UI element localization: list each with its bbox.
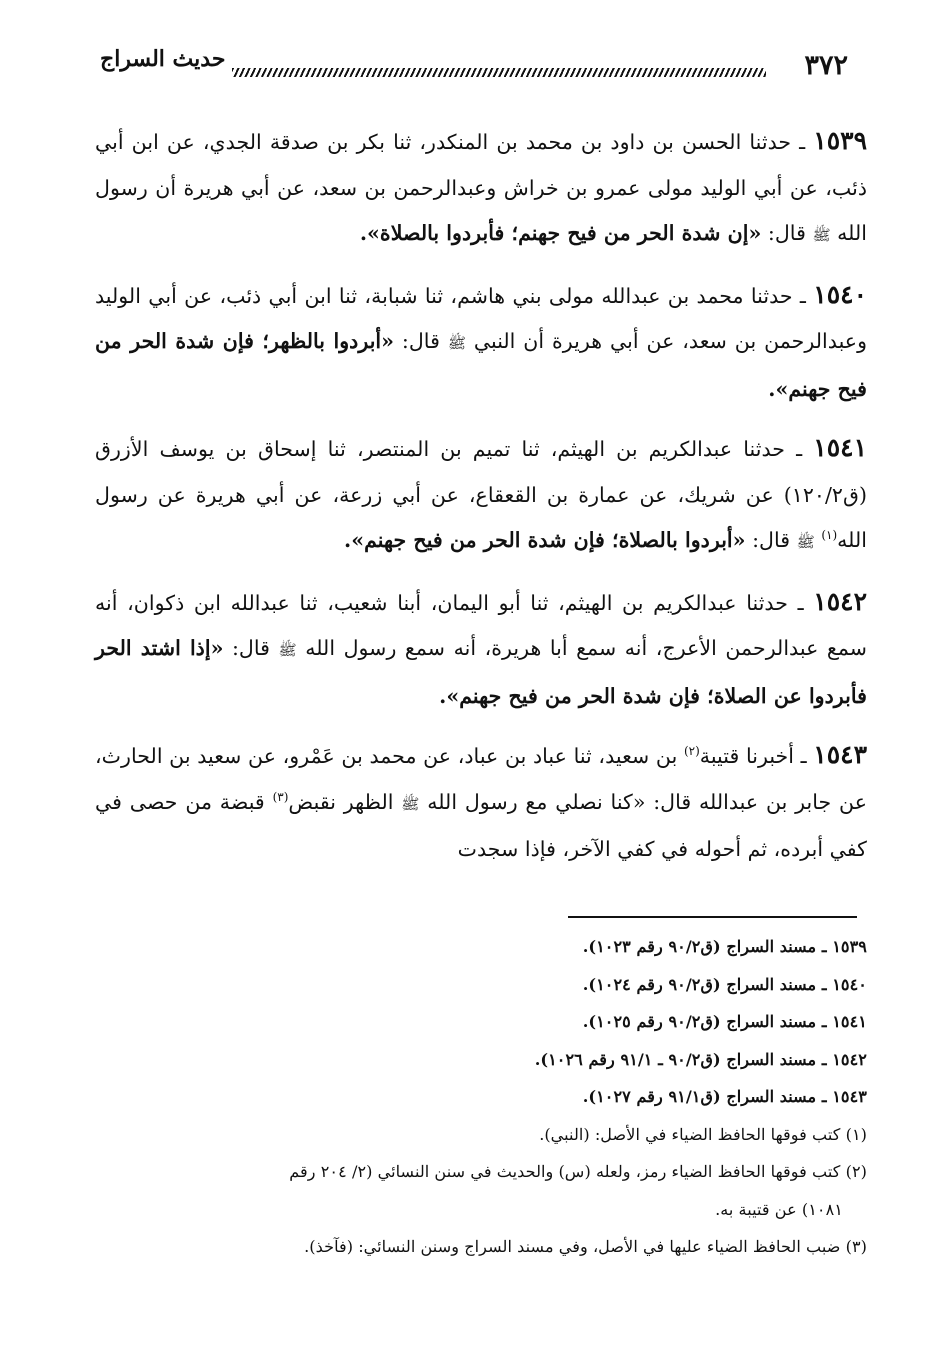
footnote-3: (٣) ضبب الحافظ الضياء عليها في الأصل، وفي مسند السراج وسنن النسائي: (فآخذ). <box>304 1237 867 1256</box>
footnote-1: (١) كتب فوقها الحافظ الضياء في الأصل: (النبي). <box>539 1124 867 1144</box>
footnote-source-1543: ١٥٤٣ ـ مسند السراج (ق٩١/١ رقم ١٠٢٧). <box>582 1087 867 1106</box>
footnote-source-1541: ١٥٤١ ـ مسند السراج (ق٩٠/٢ رقم ١٠٢٥). <box>582 1012 867 1031</box>
qala-text: قال: <box>767 221 806 245</box>
hadith-isnad: ـ حدثنا الحسن بن داود بن محمد بن المنكدر، ثنا بكر بن صدقة الجدي، عن ابن أبي ذئب، عن أبي الوليد مولى عمرو بن خراش وعبدالرحمن بن سعد، عن أبي هريرة أن رسول الله <box>95 130 867 245</box>
page-number: ٣٧٢ <box>804 50 848 81</box>
footnotes <box>95 928 867 1266</box>
footnote-2: (٢) كتب فوقها الحافظ الضياء رمز، ولعله (س) والحديث في سنن النسائي (٢/ ٢٠٤ رقم <box>289 1162 867 1181</box>
salawat-glyph: ﷺ <box>447 334 466 352</box>
qala-text: قال: <box>752 528 791 552</box>
hadith-isnad-continued: بن سعيد، ثنا عباد بن عباد، عن محمد بن عَمْرو، عن سعيد بن الحارث، عن جابر بن عبدالله قال: «كنا نصلي مع رسول الله <box>95 744 867 814</box>
salawat-glyph: ﷺ <box>812 226 831 244</box>
main-text <box>95 118 867 886</box>
salawat-glyph: ﷺ <box>278 641 297 659</box>
hadith-isnad: ـ حدثنا محمد بن عبدالله مولى بني هاشم، ثنا شبابة، ثنا ابن أبي ذئب، عن أبي الوليد وعبدالرحمن بن سعد، عن أبي هريرة أن النبي <box>95 283 868 353</box>
footnote-2-continued <box>95 1191 867 1229</box>
footnote-separator <box>568 916 857 918</box>
salawat-glyph: ﷺ <box>401 794 420 813</box>
footnote-marker: (٢) <box>683 744 700 759</box>
hadith-matn-continued: قبضة من حصى في كفي أبرده، ثم أحوله في كفي الآخر، فإذا سجدت <box>95 789 867 861</box>
footnote-marker: (١) <box>821 528 838 543</box>
hadith-matn-start: الظهر نقبض <box>288 789 394 814</box>
qala-text: قال: <box>401 329 440 353</box>
hadith-isnad: ـ حدثنا عبدالكريم بن الهيثم، ثنا أبو اليمان، أبنا شعيب، ثنا عبدالله ابن ذكوان، أنه سمع عبدالرحمن الأعرج، أنه سمع أبا هريرة، أنه سمع رسول الله <box>95 590 868 660</box>
qala-text: قال: <box>231 636 271 660</box>
header-hatch-rule <box>232 68 766 77</box>
hadith-1539 <box>95 118 867 259</box>
footnote-2-continuation: ١٠٨١) عن قتيبة به. <box>715 1199 843 1219</box>
hadith-number: ١٥٤٣ <box>813 740 868 769</box>
hadith-number: ١٥٤٠ <box>813 279 868 309</box>
hadith-isnad: ـ أخبرنا قتيبة <box>699 744 807 768</box>
hadith-1543 <box>95 732 867 873</box>
hadith-matn: «إذا اشتد الحر فأبردوا عن الصلاة؛ فإن شدة الحر من فيح جهنم». <box>95 636 867 708</box>
hadith-isnad: ـ حدثنا عبدالكريم بن الهيثم، ثنا تميم بن المنتصر، ثنا إسحاق بن يوسف الأزرق (ق١٢٠/٢) عن شريك، عن عمارة بن القعقاع، عن أبي زرعة، عن أبي هريرة عن رسول الله <box>95 437 867 552</box>
hadith-number: ١٥٣٩ <box>813 126 868 155</box>
hadith-number: ١٥٤١ <box>813 433 867 462</box>
footnote-source-1540: ١٥٤٠ ـ مسند السراج (ق٩٠/٢ رقم ١٠٢٤). <box>582 974 867 994</box>
hadith-1542 <box>95 579 867 720</box>
footnote-source-1539: ١٥٣٩ ـ مسند السراج (ق٩٠/٢ رقم ١٠٢٣). <box>582 937 867 956</box>
hadith-matn: «أبردوا بالصلاة؛ فإن شدة الحر من فيح جهنم». <box>344 528 746 552</box>
page-header <box>100 46 848 90</box>
hadith-1541 <box>95 425 867 566</box>
footnote-marker: (٣) <box>272 789 289 804</box>
footnote-source-1542: ١٥٤٢ ـ مسند السراج (ق٩٠/٢ ـ ٩١/١ رقم ١٠٢٦). <box>534 1049 867 1069</box>
hadith-1540 <box>95 272 867 413</box>
running-title: حديث السراج <box>100 46 226 72</box>
salawat-glyph: ﷺ <box>796 533 815 551</box>
hadith-matn: «إن شدة الحر من فيح جهنم؛ فأبردوا بالصلاة». <box>359 221 762 245</box>
hadith-number: ١٥٤٢ <box>813 586 868 616</box>
hadith-matn: «أبردوا بالظهر؛ فإن شدة الحر من فيح جهنم». <box>95 329 867 401</box>
